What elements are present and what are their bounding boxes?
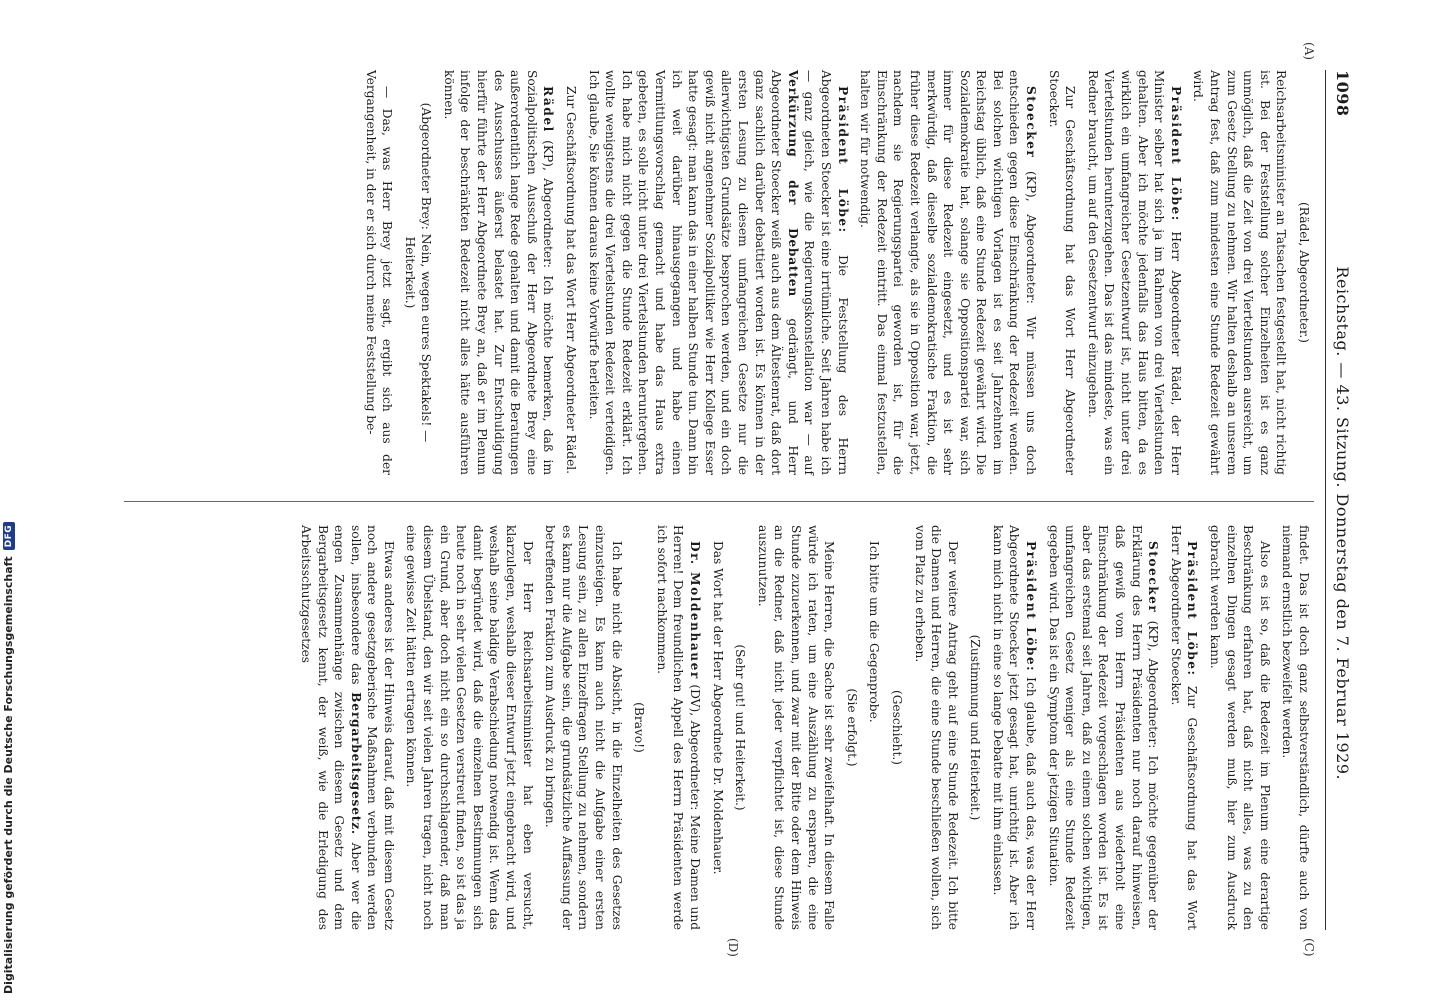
paragraph: Also es ist so, daß die Redezeit im Plenum eine derartige Beschränkung erfahren hat, daß nicht alles, was zu den einzelnen Dingen gesagt werden muß, hier zum Ausdruck gebracht werden kann. [1208, 525, 1272, 930]
paragraph [1045, 525, 1161, 930]
paragraph [297, 525, 397, 930]
margin-mark-d: (D) [726, 938, 740, 957]
paragraph: Zur Geschäftsordnung hat das Wort Herr Abgeordneter Stoecker. [1046, 70, 1078, 475]
paragraph: Ich habe nicht die Absicht, in die Einzelheiten des Gesetzes einzusteigen. Es kann auch nicht die Aufgabe einer ersten Lesung sein, zu allen Einzelfragen Stellung zu nehmen, sondern es kann nur die Aufgabe sein, die grundsätzliche Auffassung der betreffenden Fraktion zum Ausdruck zu bringen. [543, 525, 624, 930]
speaker-name: Dr. Moldenhauer [688, 541, 702, 680]
running-title: Reichstag. — 43. Sitzung. Donnerstag den 7. Februar 1929. [1333, 266, 1353, 781]
page-header [1325, 70, 1360, 930]
paragraph-text: (DV), Abgeordneter: Meine Damen und Herren! Dem freundlichen Appell des Herrn Präsidenten werde ich sofort nachkommen. [654, 525, 702, 931]
interjection: (Sie erfolgt.) [844, 688, 859, 767]
paragraph-text: (KP), Abgeordneter: Ich möchte gegenüber der Erklärung des Herrn Präsidenten nur noch darauf hinweisen, daß gewiß vom Herrn Präsidenten aus wiederholt eine Einschränkung der Redezeit vorgeschlagen worden ist. Es ist aber das erstemal seit Jahren, daß zu einem solchen wichtigen, umfangreichen Gesetz weniger als eine Stunde Redezeit gegeben wird. Das ist ein Symptom der jetzigen Situation. [1046, 525, 1161, 930]
paragraph-text: Ich glaube, daß auch das, was der Herr Abgeordnete Stoecker jetzt gesagt hat, unrichtig ist. Aber ich kann mich nicht in eine so lange Debatte mit ihm einlassen. [990, 525, 1039, 930]
interjection: (Bravo!) [632, 702, 647, 753]
paragraph-text: Herr Abgeordneter Rädel, der Herr Minister selber hat sich ja im Rahmen von drei Viertelstunden gehalten. Aber ich möchte jedenfalls das Haus bitten, da es wirklich ein umfangreicher Gesetzentwurf ist, nicht unter drei Viertelstunden herunterzugehen. Das ist das mindeste, was ein Redner braucht, um auf den Gesetzentwurf einzugehen. [1085, 70, 1183, 475]
speaker-name: Präsident Löbe: [1185, 541, 1200, 677]
paragraph [585, 70, 851, 475]
paragraph-text: Aber wer die engen Zusammenhänge zwischen diesem Gesetz und dem Bergarbeitsgesetz kennt, der weiß, wie die Erledigung des Arbeitsschutzgesetzes [298, 525, 363, 931]
speaker-name: Stoecker [1024, 86, 1039, 159]
emphasized-term: Verkürzung der Debatten [785, 70, 800, 297]
paragraph [1084, 70, 1184, 475]
speaker-name: Präsident Löbe: [1024, 541, 1039, 673]
paragraph: — Das, was Herr Brey jetzt sagt, ergibt sich aus der Vergangenheit, in der er sich durch meine Feststellung be- [363, 70, 395, 475]
speaker-continuation: (Rädel, Abgeordneter.) [1297, 201, 1311, 343]
scanned-page [110, 42, 1360, 957]
emphasized-term: Bergarbeitsgesetz. [348, 692, 363, 835]
paragraph: Der weitere Antrag geht auf eine Stunde Redezeit. Ich bitte die Damen und Herren, die eine Stunde beschließen wollen, sich vom Platz zu erheben. [912, 525, 960, 930]
paragraph-text: (KP), Abgeordneter: Wir müssen uns doch entschieden gegen diese Einschränkung der Redezeit wenden. Bei solchen wichtigen Vorlagen ist es seit Jahrzehnten im Reichstag üblich, daß eine Stunde Redezeit gewährt wird. Die Sozialdemokratie hat, solange sie Oppositionspartei war, sich immer für diese Redezeit eingesetzt, und es ist sehr merkwürdig, daß dieselbe sozialdemokratische Fraktion, die früher diese Redezeit verlangte, als sie in Opposition war, jetzt, nachdem sie Regierungspartei geworden ist, für die Einschränkung der Redezeit eintritt. Das einmal festzustellen, halten wir für notwendig. [858, 70, 1039, 476]
paragraph [1167, 525, 1200, 930]
column-divider [124, 501, 1314, 502]
right-column [291, 525, 1312, 930]
paragraph [653, 525, 703, 930]
paragraph-text: Die Feststellung des Herrn Abgeordneten Stoecker ist eine irrtümliche. Seit Jahren habe ich — ganz gleich, wie die Regierungskonstellation war — auf [802, 70, 850, 476]
paragraph-text: Etwas anderes ist der Hinweis darauf, daß mit diesem Gesetz noch andere gesetzgeberische Maßnahmen verbunden werden sollen, insbesondere das [348, 525, 396, 930]
digitization-note [2, 522, 15, 994]
dfg-logo: DFG [3, 522, 15, 551]
paragraph: Reichsarbeitsminister an Tatsachen festgestellt hat, nicht richtig ist. Bei der Feststellung solcher Einzelheiten ist es ganz unmöglich, daß die Zeit von drei Viertelstunden ausreicht, um zum Gesetz Stellung zu nehmen. Wir halten deshalb an unserem Antrag fest, daß zum mindesten eine Stunde Redezeit gewährt wird. [1191, 70, 1289, 475]
paragraph: Das Wort hat der Herr Abgeordnete Dr. Moldenhauer. [710, 541, 725, 875]
interjection: (Geschieht.) [889, 689, 904, 766]
margin-mark-a: (A) [1302, 42, 1316, 61]
paragraph-text: gedrängt, und Herr Abgeordneter Stoecker weiß auch aus dem Ältestenrat, daß dort ganz sachlich darüber debattiert worden ist. Es können in der ersten Lesung zu diesem umfangreichen Gesetze nur die allerwichtigsten Grundsätze besprochen werden, und ein doch gewiß nicht angenehmer Sozialpolitiker wie Herr Kollege Esser hatte gesagt: man kann das in einer halben Stunde tun. Dann bin ich weit darüber hinausgegangen und habe einen Vermittlungsvorschlag gemacht und habe das Haus extra gebeten, es solle nicht unter drei Viertelstunden heruntergehen. Ich habe mich nicht gegen die Stunde Redezeit erklärt. Ich wollte wenigstens die drei Viertelstunden Redezeit verteidigen. Ich glaube, Sie können daraus keine Vorwürfe herleiten. [586, 70, 800, 475]
page-number: 1098 [1333, 70, 1353, 117]
paragraph [989, 525, 1039, 930]
paragraph: Zur Geschäftsordnung hat das Wort Herr Abgeordneter Rädel. [564, 86, 579, 475]
speaker-name: Rädel [541, 86, 556, 133]
interjection: (Zustimmung und Heiterkeit.) [968, 634, 983, 821]
digitization-strip [0, 0, 22, 1000]
paragraph-text: Zur Geschäftsordnung hat das Wort Herr Abgeordneter Stoecker. [1168, 525, 1200, 931]
left-column [356, 70, 1312, 475]
paragraph [440, 70, 556, 475]
paragraph: Ich bitte um die Gegenprobe. [867, 541, 882, 723]
interjection: (Abgeordneter Brey: Nein, wegen eures Spektakels! — Heiterkeit.) [402, 102, 434, 443]
paragraph [857, 70, 1040, 475]
interjection: (Sehr gut! und Heiterkeit.) [733, 644, 748, 811]
paragraph: Meine Herren, die Sache ist sehr zweifelhaft. In diesem Falle würde ich raten, um eine Auszählung zu ersparen, die eine Stunde zuzuerkennen, und zwar mit der Bitte oder dem Hinweis an die Redner, daß nicht jeder verpflichtet ist, diese Stunde auszunutzen. [755, 525, 837, 930]
speaker-name: Präsident Löbe: [835, 86, 850, 234]
paragraph: Der Herr Reichsarbeitsminister hat eben versucht, klarzulegen, weshalb dieser Entwurf jetzt eingebracht wird, und weshalb seine baldige Verabschiedung notwendig ist. Wenn das damit begründet wird, daß die einzelnen Bestimmungen sich heute noch in sehr vielen Gesetzen verstreut finden, so ist das ja ein Grund, aber doch nicht ein so durchschlagender, daß man diesem Übelstand, den wir seit vielen Jahren tragen, nicht noch eine gewisse Zeit hätten ertragen können. [404, 525, 535, 930]
paragraph-text: (KP), Abgeordneter: Ich möchte bemerken, daß im Sozialpolitischen Ausschuß der Herr Abgeordnete Brey eine außerordentlich lange Rede gehalten und damit die Beratungen des Ausschusses äußerst belastet hat. Zur Entschuldigung hierfür führte der Herr Abgeordnete Brey an, daß er im Plenum infolge der beschränkten Redezeit nicht alles hätte ausführen können. [441, 70, 556, 475]
digitization-note-text: Digitalisierung gefördert durch die Deutsche Forschungsgemeinschaft [2, 556, 15, 994]
speaker-name: Stoecker [1146, 541, 1161, 614]
speaker-name: Präsident Löbe: [1168, 86, 1183, 222]
margin-mark-c: (C) [1302, 938, 1316, 957]
paragraph: findet. Das ist doch ganz selbstverständlich, dürfte auch von niemand ernstlich bezweifelt werden. [1280, 525, 1311, 930]
